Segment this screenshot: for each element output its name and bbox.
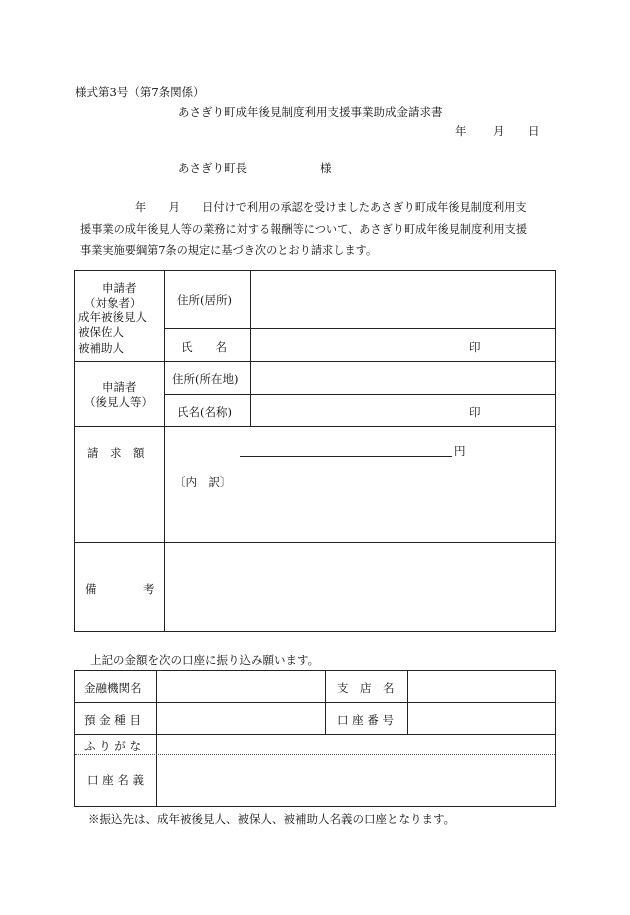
account-number-label: 口 座 番 号 (337, 713, 394, 727)
account-number-field[interactable] (409, 704, 554, 733)
subject-address-field[interactable] (252, 272, 554, 327)
addressee-honorific: 様 (320, 161, 332, 175)
footnote: ※振込先は、成年被後見人、被保人、被補助人名義の口座となります。 (88, 812, 456, 826)
furigana-field[interactable] (158, 736, 554, 753)
subject-name-field[interactable] (252, 330, 554, 360)
body-text-line1: 年 月 日付けで利用の承認を受けましたあさぎり町成年後見制度利用支 (135, 201, 527, 214)
request-amount-label: 請 求 額 (87, 446, 145, 460)
addressee-name: あさぎり町長 (178, 161, 247, 175)
deposit-type-field[interactable] (158, 704, 324, 733)
body-text-line3: 事業実施要綱第7条の規定に基づき次のとおり請求します。 (80, 244, 378, 257)
account-holder-label: 口 座 名 義 (87, 773, 144, 787)
branch-label: 支 店 名 (337, 681, 395, 695)
furigana-label: ふ り が な (84, 739, 141, 753)
date-year: 年 (455, 124, 467, 138)
subject-seal: 印 (469, 340, 481, 354)
guardian-address-label: 住所(所在地) (172, 372, 239, 386)
form-title: あさぎり町成年後見制度利用支援事業助成金請求書 (178, 105, 443, 119)
date-month: 月 (493, 124, 505, 138)
account-holder-field[interactable] (158, 756, 554, 805)
guardian-name-field[interactable] (252, 396, 554, 425)
branch-field[interactable] (409, 672, 554, 701)
date-day: 日 (528, 124, 540, 138)
breakdown-field[interactable] (230, 470, 550, 538)
subject-name-label: 氏 名 (181, 340, 227, 354)
body-text-line2: 援事業の成年後見人等の業務に対する報酬等について、あさぎり町成年後見制度利用支援 (80, 223, 528, 236)
deposit-type-label: 預 金 種 目 (84, 713, 141, 727)
remarks-label-left: 備 (85, 582, 97, 596)
bank-name-label: 金融機関名 (84, 681, 142, 695)
form-number: 様式第3号（第7条関係） (75, 85, 205, 99)
remarks-field[interactable] (166, 544, 554, 630)
transfer-intro: 上記の金額を次の口座に振り込み願います。 (90, 653, 320, 667)
subject-address-label: 住所(居所) (177, 293, 232, 307)
guardian-address-field[interactable] (252, 363, 554, 393)
guardian-seal: 印 (469, 405, 481, 419)
breakdown-label: 〔内 訳〕 (174, 475, 232, 489)
guardian-name-label: 氏名(名称) (177, 405, 232, 419)
bank-name-field[interactable] (158, 672, 324, 701)
remarks-label-right: 考 (143, 582, 155, 596)
request-amount-field[interactable] (240, 438, 452, 457)
currency-unit: 円 (454, 444, 466, 458)
